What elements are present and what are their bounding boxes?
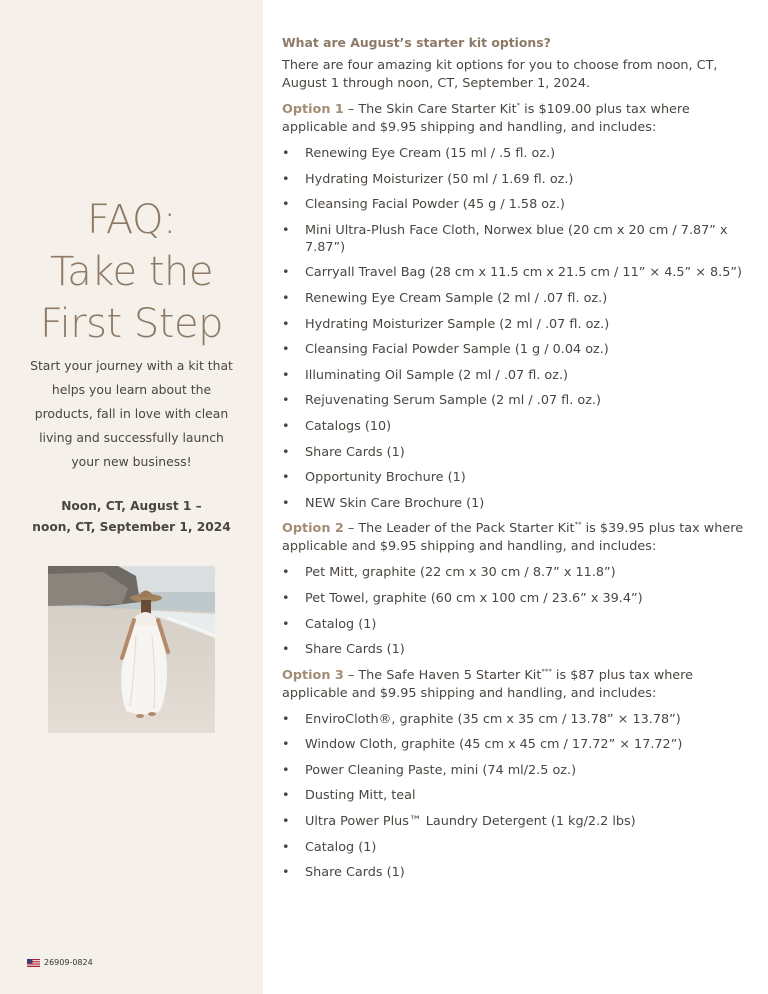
option-kit-name: – The Safe Haven 5 Starter Kit <box>343 667 542 683</box>
option-price-text: is $87 plus tax where applicable and $9.95 shipping and handling, and includes: <box>282 667 694 701</box>
list-item: • Renewing Eye Cream (15 ml / .5 fl. oz.) <box>282 145 750 162</box>
page-title <box>0 194 263 350</box>
option-kit-name: – The Leader of the Pack Starter Kit <box>343 521 575 537</box>
us-flag-icon <box>27 959 40 967</box>
intro-text: Start your journey with a kit that helps you learn about the products, fall in love with clean living and successfully launch your new business! <box>30 358 233 469</box>
faq-question: What are August’s starter kit options? <box>282 35 551 50</box>
sidebar <box>0 0 263 994</box>
kit-options <box>282 101 750 881</box>
list-item: • Hydrating Moisturizer (50 ml / 1.69 fl. oz.) <box>282 171 750 188</box>
beach-photo <box>48 566 215 733</box>
option-price-text: is $39.95 plus tax where applicable and $9.95 shipping and handling, and includes: <box>282 521 744 555</box>
option-label: Option 3 <box>282 667 344 683</box>
document-code-text: 26909-0824 <box>44 958 93 967</box>
kit-item-list <box>282 145 750 512</box>
title-line: First Step <box>40 301 223 347</box>
list-item: • Rejuvenating Serum Sample (2 ml / .07 fl. oz.) <box>282 392 750 409</box>
dates-line: noon, CT, September 1, 2024 <box>32 520 231 534</box>
list-item: • Power Cleaning Paste, mini (74 ml/2.5 oz.) <box>282 762 750 779</box>
option-price-text: is $109.00 plus tax where applicable and $9.95 shipping and handling, and includes: <box>282 102 690 135</box>
list-item: • Renewing Eye Cream Sample (2 ml / .07 fl. oz.) <box>282 290 750 307</box>
list-item: • Window Cloth, graphite (45 cm x 45 cm / 17.72” × 17.72”) <box>282 736 750 753</box>
list-item: • Illuminating Oil Sample (2 ml / .07 fl. oz.) <box>282 367 750 384</box>
footnote-marker: ** <box>574 521 582 530</box>
list-item: • Carryall Travel Bag (28 cm x 11.5 cm x 21.5 cm / 11” × 4.5” × 8.5”) <box>282 264 750 281</box>
kit-item-list <box>282 564 750 658</box>
faq-content <box>282 33 750 890</box>
list-item: • Share Cards (1) <box>282 444 750 461</box>
list-item: • Catalogs (10) <box>282 418 750 435</box>
list-item: • NEW Skin Care Brochure (1) <box>282 495 750 512</box>
list-item: • Share Cards (1) <box>282 864 750 881</box>
footnote-marker: *** <box>541 667 552 676</box>
option-description <box>282 667 750 703</box>
list-item: • Ultra Power Plus™ Laundry Detergent (1 kg/2.2 lbs) <box>282 813 750 830</box>
promo-dates <box>20 496 243 538</box>
list-item: • Catalog (1) <box>282 839 750 856</box>
list-item: • Cleansing Facial Powder Sample (1 g / 0.04 oz.) <box>282 341 750 358</box>
option-label: Option 2 <box>282 521 344 537</box>
list-item: • Pet Mitt, graphite (22 cm x 30 cm / 8.7” x 11.8”) <box>282 564 750 581</box>
document-code <box>27 958 93 967</box>
list-item: • EnviroCloth®, graphite (35 cm x 35 cm / 13.78” × 13.78”) <box>282 711 750 728</box>
title-line: Take the <box>49 249 214 295</box>
faq-answer: There are four amazing kit options for you to choose from noon, CT, August 1 through noon, CT, September 1, 2024. <box>282 58 718 91</box>
option-description <box>282 101 750 137</box>
dates-line: Noon, CT, August 1 – <box>61 499 202 513</box>
list-item: • Dusting Mitt, teal <box>282 787 750 804</box>
kit-item-list <box>282 711 750 882</box>
list-item: • Hydrating Moisturizer Sample (2 ml / .07 fl. oz.) <box>282 316 750 333</box>
list-item: • Mini Ultra-Plush Face Cloth, Norwex blue (20 cm x 20 cm / 7.87” x 7.87”) <box>282 222 750 256</box>
list-item: • Pet Towel, graphite (60 cm x 100 cm / 23.6” x 39.4”) <box>282 590 750 607</box>
list-item: • Opportunity Brochure (1) <box>282 469 750 486</box>
list-item: • Catalog (1) <box>282 616 750 633</box>
list-item: • Cleansing Facial Powder (45 g / 1.58 oz.) <box>282 196 750 213</box>
list-item: • Share Cards (1) <box>282 641 750 658</box>
option-label: Option 1 <box>282 102 344 117</box>
option-description <box>282 520 750 556</box>
title-line: FAQ: <box>87 197 176 243</box>
option-kit-name: – The Skin Care Starter Kit <box>343 102 517 117</box>
footnote-marker: * <box>516 101 521 110</box>
